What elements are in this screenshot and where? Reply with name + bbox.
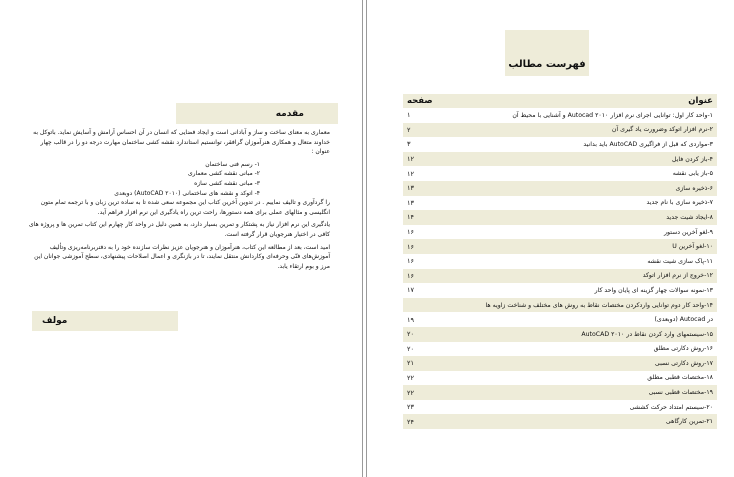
intro-paragraph-2: را گردآوری و تالیف نماییم . در تدوین آخرین کتاب این مجموعه سعی شده تا به ساده ترین زبان و با ترجمه تمام متون انگلیسی و مثالهای عملی برای همه دستورها، راحت ترین راه یادگیری این نرم افزار فراهم آید.	[40, 199, 330, 216]
toc-entry-page: ۲۱	[403, 356, 451, 371]
toc-entry-title: ۹-لغو آخرین دستور	[664, 228, 713, 236]
intro-list-item: ۳- مبانی نقشه کشی سازه	[194, 179, 260, 187]
toc-row	[403, 400, 717, 415]
toc-row	[403, 225, 717, 240]
toc-header-row	[403, 94, 717, 108]
toc-heading: فهرست مطالب	[505, 30, 589, 76]
toc-entry-title: ۲۰-سیستم امتداد حرکت کششی	[629, 403, 713, 411]
toc-entry-page: ۱۴	[403, 210, 451, 225]
toc-entry-title: ۲۱-تمرین کارگاهی	[451, 414, 717, 429]
intro-body	[28, 128, 330, 274]
toc-entry-page: ۲۰	[403, 327, 451, 342]
toc-header-page: صفحه	[403, 94, 451, 108]
toc-entry-page: ۱	[407, 111, 411, 120]
toc-entry-page: ۲۰	[407, 344, 414, 353]
intro-list-item: ۱- رسم فنی ساختمان	[205, 160, 260, 168]
toc-entry-page: ۱۶	[407, 257, 414, 266]
intro-list	[28, 160, 330, 198]
toc-row	[403, 181, 717, 196]
toc-row	[403, 327, 717, 342]
toc-entry-title: ۱۵-سیستمهای وارد کردن نقاط در ۲۰۱۰ AutoCAD	[451, 327, 717, 342]
toc-row	[403, 298, 717, 313]
toc-entry-page: ۳	[407, 140, 411, 149]
intro-paragraph-1: معماری به معنای ساخت و ساز و آبادانی است و ایجاد فضایی که انسان در آن احساس آرامش و آسایش نماید. باتوکل به خداوند متعال و همکاری هنرآموزان گرافقر، توانستیم استاندارد نقشه کشی ساختمان مهارت درجه دو را در قالب چهار عنوان :	[33, 129, 330, 156]
right-page	[366, 0, 734, 477]
toc-header-title: عنوان	[451, 94, 717, 108]
toc-entry-title: ۸-ایجاد شیت جدید	[451, 210, 717, 225]
toc-entry-page: ۱۳	[407, 198, 414, 207]
toc-entry-title: ۲-نرم افزار اتوکد وضرورت یاد گیری آن	[451, 123, 717, 138]
toc-table	[403, 94, 717, 429]
toc-entry-page: ۲۴	[403, 414, 451, 429]
toc-entry-title: ۱۰-لغو آخرین U	[451, 239, 717, 254]
toc-entry-page: ۲۳	[407, 403, 414, 412]
toc-row	[403, 108, 717, 123]
toc-entry-title: ۱۸-مختصات قطبی مطلق	[647, 374, 713, 382]
toc-row	[403, 342, 717, 357]
toc-row	[403, 239, 717, 254]
toc-entry-title: ۱۳-نمونه سوالات چهار گزینه ای پایان واحد کار	[594, 286, 713, 294]
intro-list-item: ۴- اتوکد و نقشه های ساختمانی (۲۰۱۰ AutoCAD) دوبعدی	[114, 189, 260, 197]
toc-row	[403, 137, 717, 152]
toc-entry-page: ۱۲	[407, 169, 414, 178]
toc-row	[403, 166, 717, 181]
toc-entry-title: ۶-ذخیره سازی	[451, 181, 717, 196]
intro-list-item: ۲- مبانی نقشه کشی معماری	[187, 170, 260, 178]
toc-entry-page: ۱۳	[403, 181, 451, 196]
toc-row	[403, 254, 717, 269]
intro-heading: مقدمه	[176, 103, 338, 124]
intro-paragraph-3: یادگیری این نرم افزار نیاز به پشتکار و تمرین بسیار دارد، به همین دلیل در واحد کار چهارم این کتاب تمرین ها و پروژه های کافی در اختیار هنرجویان قرار گرفته است.	[28, 221, 330, 238]
toc-row	[403, 196, 717, 211]
toc-entry-title: ۱۷-روش دکارتی نسبی	[451, 356, 717, 371]
toc-entry-page: ۲۲	[403, 385, 451, 400]
toc-entry-page: ۱۶	[407, 228, 414, 237]
toc-entry-title: در Autocad (دوبعدی)	[654, 316, 713, 324]
toc-entry-title: ۴-باز کردن فایل	[451, 152, 717, 167]
toc-row	[403, 123, 717, 138]
toc-entry-page: ۱۹	[407, 315, 414, 324]
toc-entry-page: ۱۶	[403, 239, 451, 254]
toc-entry-title: ۱۲-خروج از نرم افزار اتوکد	[451, 269, 717, 284]
toc-row	[403, 152, 717, 167]
toc-entry-title: ۷-ذخیره سازی با نام جدید	[646, 199, 713, 207]
toc-entry-page: ۱۲	[403, 152, 451, 167]
toc-row	[403, 283, 717, 298]
toc-entry-title: ۱۱-پاک سازی شیت نقشه	[647, 257, 713, 265]
left-page	[0, 0, 363, 477]
toc-entry-page: ۲	[403, 123, 451, 138]
toc-entry-title: ۱-واحد کار اول: توانایی اجرای نرم افزار ۲۰۱۰ Autocad و آشنایی با محیط آن	[512, 111, 713, 119]
intro-paragraph-4: امید است، بعد از مطالعه این کتاب، هنرآموزان و هنرجویان عزیز نظرات سازنده خود را به دفتربرنامه‌ریزی وتألیف آموزش‌های فنّی وحرفه‌ای وکاردانش منتقل نمایند، تا در بازنگری و اعمال اصلاحات پیشنهادی، سطح آموزشی جوانان این مرز و بوم ارتقاء یابد.	[34, 243, 330, 270]
author-label: مولف	[32, 311, 178, 331]
toc-entry-page: ۲۲	[407, 373, 414, 382]
toc-body	[403, 108, 717, 429]
toc-entry-title: ۳-مواردی که قبل از فراگیری AutoCAD باید بدانید	[583, 140, 713, 148]
toc-entry-title: ۱۴-واحد کار دوم توانایی واردکردن مختصات نقاط به روش های مختلف و شناخت زاویه ها	[451, 298, 717, 313]
toc-row	[403, 356, 717, 371]
toc-row	[403, 385, 717, 400]
toc-entry-title: ۱۶-روش دکارتی مطلق	[653, 345, 713, 353]
toc-row	[403, 371, 717, 386]
toc-entry-page: ۱۶	[403, 269, 451, 284]
toc-row	[403, 414, 717, 429]
toc-entry-title: ۱۹-مختصات قطبی نسبی	[451, 385, 717, 400]
toc-row	[403, 269, 717, 284]
toc-row	[403, 312, 717, 327]
toc-entry-title: ۵-باز یابی نقشه	[672, 170, 713, 178]
toc-entry-page	[403, 298, 451, 313]
toc-entry-page: ۱۷	[407, 286, 414, 295]
toc-row	[403, 210, 717, 225]
